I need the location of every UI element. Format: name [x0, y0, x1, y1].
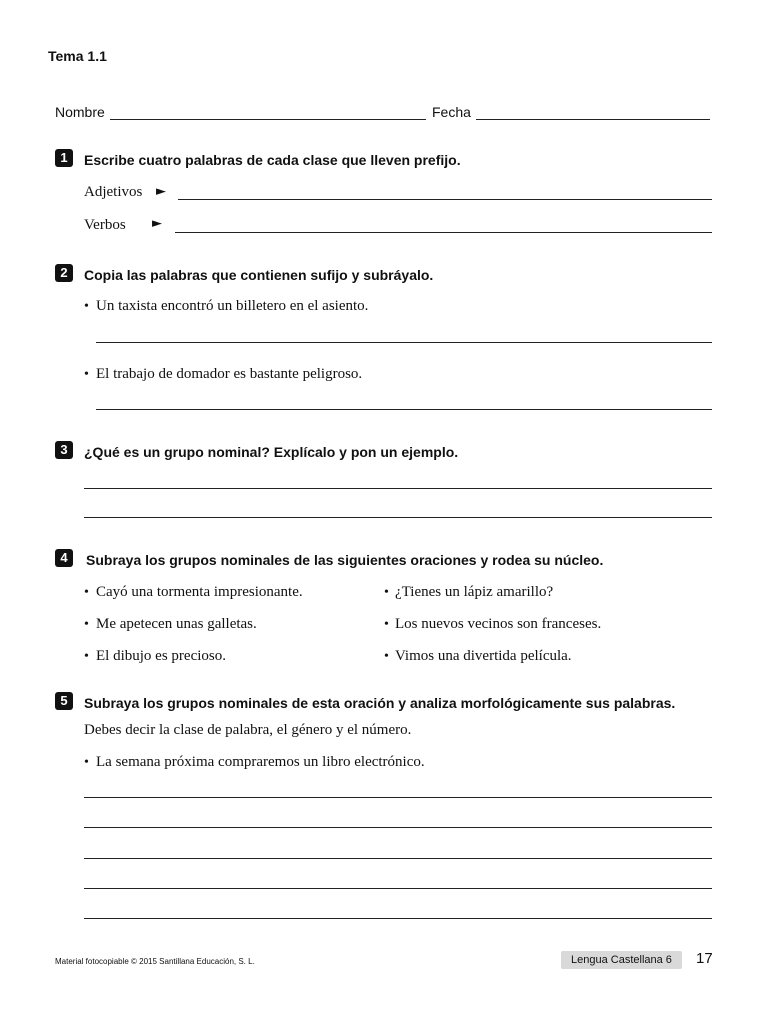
- answer-line[interactable]: [84, 797, 712, 798]
- nombre-label: Nombre: [55, 104, 105, 120]
- answer-line-verbos[interactable]: [175, 232, 712, 233]
- exercise-2-sentence: Un taxista encontró un billetero en el asiento.: [96, 298, 369, 314]
- answer-line-adjetivos[interactable]: [178, 199, 712, 200]
- exercise-2-title: Copia las palabras que contienen sufijo y subráyalo.: [84, 267, 434, 283]
- bullet-icon: •: [84, 755, 89, 770]
- exercise-5-title: Subraya los grupos nominales de esta oración y analiza morfológicamente sus palabras.: [84, 695, 676, 711]
- exercise-2-sentence: El trabajo de domador es bastante peligroso.: [96, 366, 363, 382]
- fecha-field[interactable]: [476, 119, 710, 120]
- exercise-3-number: 3: [55, 441, 73, 459]
- answer-line[interactable]: [84, 918, 712, 919]
- bullet-icon: •: [384, 617, 389, 632]
- row-label-verbos: Verbos: [84, 217, 126, 233]
- answer-line[interactable]: [84, 858, 712, 859]
- exercise-1-number: 1: [55, 149, 73, 167]
- bullet-icon: •: [84, 367, 89, 382]
- exercise-4-title: Subraya los grupos nominales de las siguientes oraciones y rodea su núcleo.: [86, 552, 604, 568]
- row-label-adjetivos: Adjetivos: [84, 184, 143, 200]
- arrow-icon: ►: [156, 184, 166, 199]
- answer-line[interactable]: [84, 888, 712, 889]
- answer-line[interactable]: [84, 827, 712, 828]
- sentence-right: ¿Tienes un lápiz amarillo?: [395, 584, 554, 600]
- sentence-right: Los nuevos vecinos son franceses.: [395, 616, 602, 632]
- answer-line[interactable]: [84, 488, 712, 489]
- exercise-5-number: 5: [55, 692, 73, 710]
- exercise-2-number: 2: [55, 264, 73, 282]
- sentence-right: Vimos una divertida película.: [395, 648, 572, 664]
- sentence-left: Cayó una tormenta impresionante.: [96, 584, 303, 600]
- answer-line[interactable]: [96, 409, 712, 410]
- fecha-label: Fecha: [432, 104, 471, 120]
- bullet-icon: •: [384, 649, 389, 664]
- bullet-icon: •: [84, 617, 89, 632]
- book-badge: Lengua Castellana 6: [561, 951, 682, 969]
- bullet-icon: •: [84, 585, 89, 600]
- bullet-icon: •: [84, 299, 89, 314]
- answer-line[interactable]: [84, 517, 712, 518]
- arrow-icon: ►: [152, 216, 162, 231]
- exercise-4-number: 4: [55, 549, 73, 567]
- page-number: 17: [696, 950, 713, 967]
- answer-line[interactable]: [96, 342, 712, 343]
- exercise-1-title: Escribe cuatro palabras de cada clase que lleven prefijo.: [84, 152, 461, 168]
- sentence-left: El dibujo es precioso.: [96, 648, 226, 664]
- bullet-icon: •: [84, 649, 89, 664]
- exercise-3-title: ¿Qué es un grupo nominal? Explícalo y pon un ejemplo.: [84, 444, 459, 460]
- copyright-notice: Material fotocopiable © 2015 Santillana Educación, S. L.: [55, 957, 255, 966]
- sentence-left: Me apetecen unas galletas.: [96, 616, 257, 632]
- nombre-field[interactable]: [110, 119, 426, 120]
- exercise-5-instruction: Debes decir la clase de palabra, el género y el número.: [84, 722, 412, 738]
- page-title: Tema 1.1: [48, 48, 107, 64]
- exercise-5-sentence: La semana próxima compraremos un libro electrónico.: [96, 754, 425, 770]
- bullet-icon: •: [384, 585, 389, 600]
